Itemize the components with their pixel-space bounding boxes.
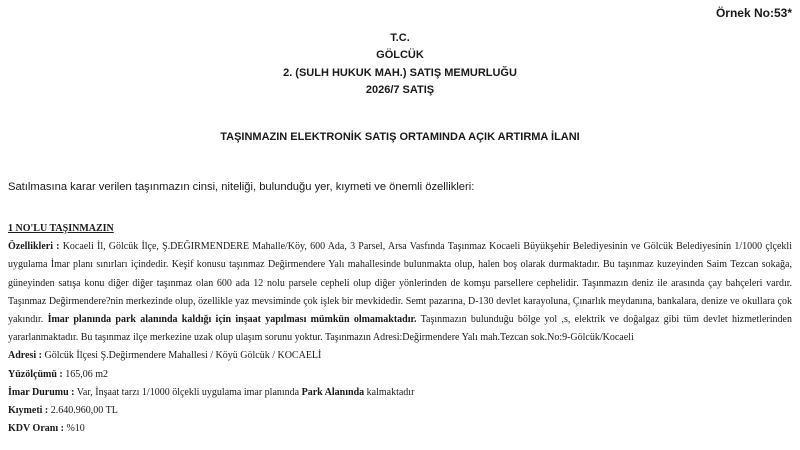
- value-label: Kıymeti :: [8, 405, 49, 417]
- features-text-2: Taşınmazın bulunduğu bölge yol ,s, elektrik ve doğalgaz gibi tüm devlet hizmetlerinden yararlanmaktadır. Bu taşınmaz ilçe merkezine uzak olup ulaşım sorunu yoktur. Taşınmazın Adresi:Değirmendere Yalı mah.Tezcan sok.No:9-Gölcük/Kocaeli: [8, 314, 792, 344]
- vat-label: KDV Oranı :: [8, 423, 64, 435]
- vat-row: [8, 420, 792, 438]
- value-row: [8, 402, 792, 420]
- address-value: Gölcük İlçesi Ş.Değirmendere Mahallesi / Köyü Gölcük / KOCAELİ: [41, 350, 322, 362]
- header-tc: T.C.: [390, 32, 410, 44]
- value-amount: 2.640.960,00 TL: [48, 405, 118, 417]
- vat-value: %10: [63, 423, 85, 435]
- example-number: Örnek No:53*: [715, 6, 792, 20]
- zoning-value-1: Var, İnşaat tarzı 1/1000 ölçekli uygulama imar planında: [74, 386, 302, 398]
- features-label: Özellikleri :: [8, 241, 60, 253]
- header-office: 2. (SULH HUKUK MAH.) SATIŞ MEMURLUĞU: [283, 66, 517, 79]
- features-text-1: Kocaeli İl, Gölcük İlçe, Ş.DEĞIRMENDERE Mahalle/Köy, 600 Ada, 3 Parsel, Arsa Vasfında Taşınmaz Kocaeli Büyükşehir Belediyesinin ve Gölcük Belediyesinin 1/1000 çlçekli uygulama İmar planı sınırları içindedir. Keşif konusu taşınmaz Değirmendere Yalı mahallesinde bulunmakta olup, halen boş olarak durmaktadır. Bu taşınmaz kuzeyinden Saim Tezcan sokağa, güneyinden satışa konu diğer diğer taşınmaz olan 600 ada 12 nolu parsele cepheli olup diğer yönlerinden de komşu parsellere cephelidir. Taşınmazın deniz ile arasında çay bahçeleri vardır. Taşınmaz Değirmendere?nin merkezinde olup, özellikle yaz mevsiminde çok işlek bir mevkidedir. Semt pazarına, D-130 devlet karayoluna, Çınarlık meydanına, bankalara, denize ve okullara çok yakındır.: [8, 241, 792, 326]
- address-row: [8, 347, 792, 365]
- features-bold-text: İmar planında park alanında kaldığı için inşaat yapılması mümkün olmamaktadır.: [43, 314, 417, 326]
- address-label: Adresi :: [8, 350, 42, 362]
- zoning-row: [8, 384, 792, 402]
- features-paragraph: [8, 238, 792, 347]
- document-header: [0, 30, 800, 99]
- zoning-bold: Park Alanında: [301, 386, 365, 398]
- property-details: [8, 220, 792, 438]
- area-value: 165,06 m2: [62, 368, 109, 380]
- header-city: GÖLCÜK: [376, 49, 424, 62]
- notice-title: TAŞINMAZIN ELEKTRONİK SATIŞ ORTAMINDA AÇIK ARTIRMA İLANI: [220, 131, 580, 143]
- area-label: Yüzölçümü :: [8, 368, 63, 380]
- zoning-value-2: kalmaktadır: [364, 386, 415, 398]
- zoning-label: İmar Durumu :: [8, 386, 75, 398]
- intro-text: Satılmasına karar verilen taşınmazın cinsi, niteliği, bulunduğu yer, kıymeti ve önemli özellikleri:: [8, 181, 475, 193]
- area-row: [8, 366, 792, 384]
- header-case-number: 2026/7 SATIŞ: [365, 83, 435, 96]
- property-heading: 1 NO'LU TAŞINMAZIN: [8, 223, 114, 234]
